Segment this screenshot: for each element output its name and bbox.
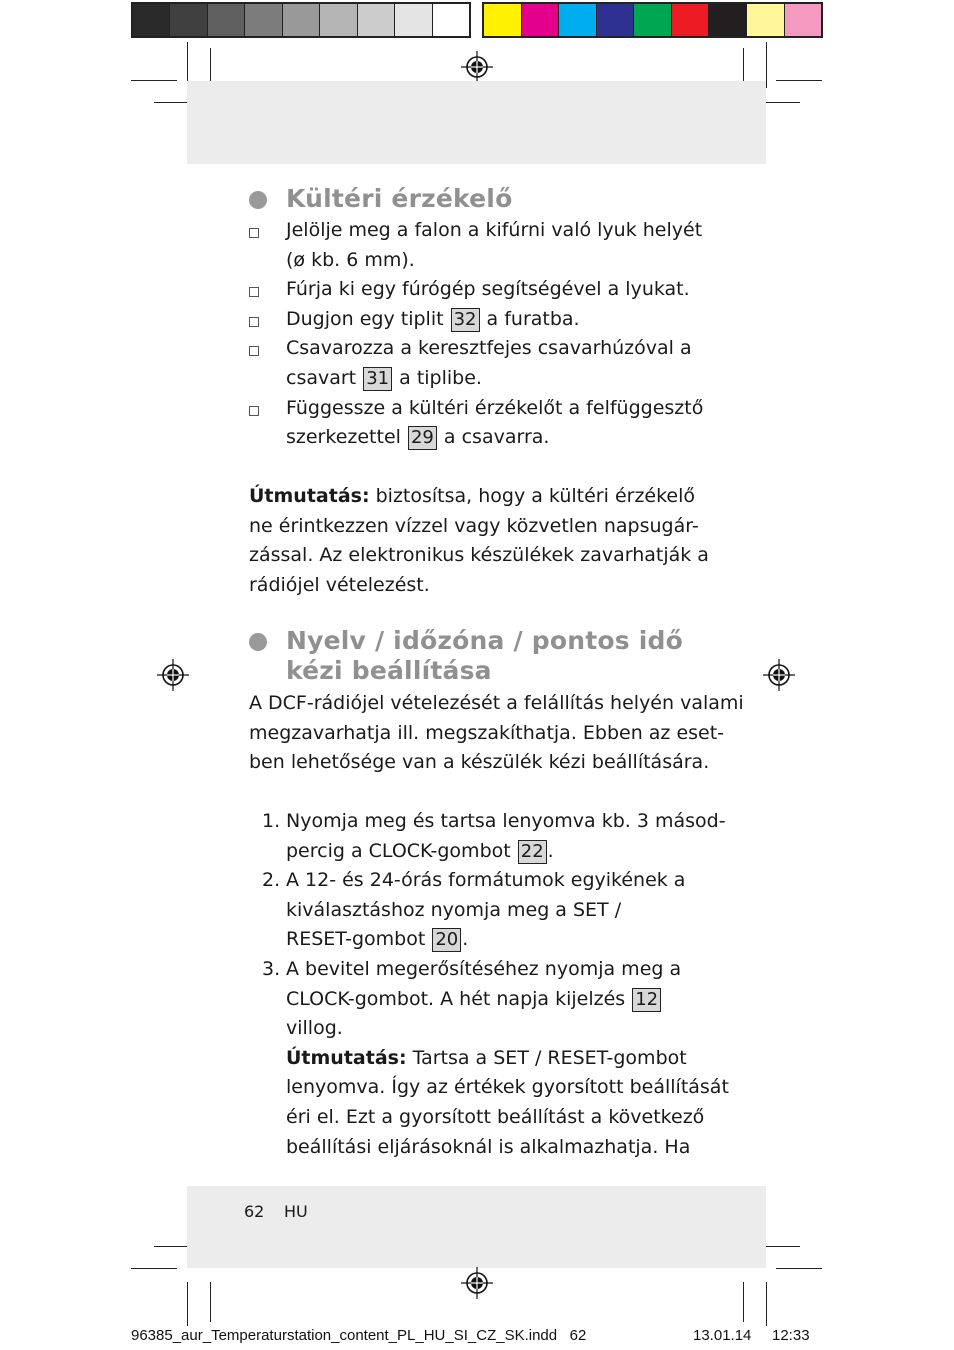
text-run: A bevitel megerősítéséhez nyomja meg a [286,958,682,980]
part-number-ref: 32 [451,308,480,332]
list-item-line [286,423,549,453]
text-run: biztosítsa, hogy a kültéri érzékelő [369,485,696,507]
text-run: RESET-gombot [286,928,432,951]
color-swatch [208,4,245,36]
language-code: HU [284,1202,308,1221]
step-number: 2. [262,869,281,892]
color-swatch [709,4,747,36]
slug-time: 12:33 [772,1327,810,1344]
text-run: CLOCK-gombot. A hét napja kijelzés [286,987,632,1010]
crop-mark [187,1282,188,1326]
text-run: kiválasztáshoz nyomja meg a SET / [286,898,622,921]
text-run: percig a CLOCK-gombot [286,839,517,862]
heading-bullet-icon [249,633,267,651]
text-run: lenyomva. Így az értékek gyorsított beállítását [286,1076,729,1099]
text-run: Tartsa a SET / RESET-gombot [406,1046,687,1069]
note-label: Útmutatás: [286,1046,407,1069]
list-item-line [286,275,690,305]
crop-mark [776,80,822,81]
note-line [249,482,695,512]
step-line [286,955,681,985]
text-run: A 12- és 24-órás formátumok egyikének a [286,869,686,892]
color-calibration-bar [482,2,823,38]
color-swatch [320,4,357,36]
step-line [286,896,621,926]
color-swatch [672,4,710,36]
step-note-line [286,1044,687,1074]
text-run: . [462,928,469,951]
step-line [286,807,726,837]
part-number-ref: 12 [632,988,661,1012]
crop-mark [210,1282,211,1322]
color-swatch [559,4,597,36]
crop-mark [766,1282,767,1326]
color-swatch [170,4,207,36]
step-note-line [286,1073,729,1103]
registration-mark-icon [157,659,189,691]
text-run: szerkezettel [286,426,407,449]
color-swatch [395,4,432,36]
part-number-ref: 29 [408,426,437,450]
note-line [249,512,699,542]
heading-bullet-icon [249,191,267,209]
text-run: a tiplibe. [393,367,482,389]
text-run: . [547,839,554,862]
text-run: Csavarozza a keresztfejes csavarhúzóval a [286,337,692,360]
color-swatch [785,4,822,36]
step-note-line [286,1133,690,1163]
color-swatch [484,4,522,36]
footer-band [187,1186,766,1268]
slug-date: 13.01.14 [693,1327,752,1344]
text-run: (ø kb. 6 mm). [286,248,415,271]
text-run: zással. Az elektronikus készülékek zavarhatják a [249,544,709,567]
crop-mark [131,1268,177,1269]
color-swatch [433,4,469,36]
list-item-line [286,334,692,364]
color-swatch [283,4,320,36]
note-line [249,571,430,601]
list-item-line [286,394,703,424]
step-line [286,837,554,867]
section-heading: Kültéri érzékelő [286,184,513,213]
page-number: 62 [244,1202,265,1221]
text-run: Függessze a kültéri érzékelőt a felfüggesztő [286,396,704,419]
list-bullet-icon [249,287,259,297]
crop-mark [760,102,800,103]
color-swatch [747,4,785,36]
step-note-line [286,1103,704,1133]
text-run: a furatba. [480,307,580,330]
list-bullet-icon [249,228,259,238]
registration-mark-icon [461,51,493,83]
color-swatch [133,4,170,36]
text-run: villog. [286,1017,343,1040]
color-swatch [358,4,395,36]
text-run: Dugjon egy tiplit [286,307,450,330]
note-label: Útmutatás: [249,485,370,507]
text-run: rádiójel vételezést. [249,573,430,596]
crop-mark [766,42,767,88]
crop-mark [776,1268,822,1269]
step-number: 1. [262,810,281,832]
color-swatch [522,4,560,36]
color-swatch [597,4,635,36]
step-line [286,925,468,955]
registration-mark-icon [763,659,795,691]
intro-line: megzavarhatja ill. megszakíthatja. Ebben az eset- [249,721,725,744]
list-bullet-icon [249,346,259,356]
text-run: éri el. Ezt a gyorsított beállítást a következő [286,1106,705,1128]
intro-line: A DCF-rádiójel vételezését a felállítás helyén valami [249,692,744,714]
registration-mark-icon [461,1267,493,1299]
step-line [286,1014,343,1044]
crop-mark [131,80,177,81]
text-run: a csavarra. [437,426,550,449]
list-item-line [286,305,580,335]
header-band [187,81,766,164]
crop-mark [743,1282,744,1322]
text-run: ne érintkezzen vízzel vagy közvetlen napsugár- [249,514,699,537]
list-bullet-icon [249,406,259,416]
part-number-ref: 31 [363,367,392,391]
part-number-ref: 22 [518,840,547,864]
text-run: csavart [286,367,363,389]
text-run: Nyomja meg és tartsa lenyomva kb. 3 másod- [286,810,726,832]
crop-mark [760,1246,800,1247]
part-number-ref: 20 [432,928,461,952]
text-run: beállítási eljárásoknál is alkalmazhatja. Ha [286,1135,691,1158]
text-run: Jelölje meg a falon a kifúrni való lyuk helyét [286,219,703,241]
intro-line: ben lehetősége van a készülék kézi beállítására. [249,751,710,774]
note-line [249,541,709,571]
list-item-line [286,216,702,246]
section-heading-line: Nyelv / időzóna / pontos idő [286,626,683,655]
step-line [286,866,685,896]
section-heading-line: kézi beállítása [286,656,492,685]
list-item-line [286,364,482,394]
text-run: Fúrja ki egy fúrógép segítségével a lyukat. [286,278,690,301]
step-number: 3. [262,958,281,980]
list-bullet-icon [249,317,259,327]
color-swatch [245,4,282,36]
color-swatch [634,4,672,36]
file-slug: 96385_aur_Temperaturstation_content_PL_HU_SI_CZ_SK.indd 62 [131,1327,587,1344]
list-item-line [286,246,415,276]
gray-calibration-bar [131,2,471,38]
step-line [286,985,662,1015]
